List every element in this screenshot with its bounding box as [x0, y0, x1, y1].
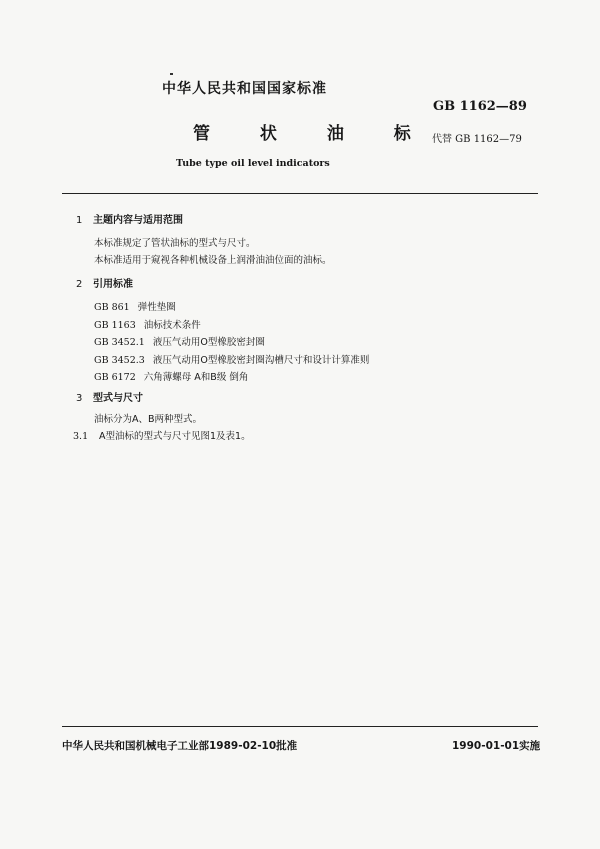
section-1-paragraph-1: 本标准规定了管状油标的型式与尺寸。	[94, 238, 256, 249]
reference-name: 液压气动用O型橡胶密封圈	[152, 337, 265, 348]
section-number: 3	[76, 393, 83, 404]
replaces-standard: 代替 GB 1162—79	[432, 134, 522, 145]
footer-divider	[62, 726, 538, 727]
section-number: 1	[76, 215, 83, 226]
approval-line: 中华人民共和国机械电子工业部1989-02-10批准	[62, 740, 298, 752]
page-title: 管 状 油 标	[193, 124, 433, 144]
reference-item	[94, 334, 369, 352]
section-title: 引用标准	[93, 279, 133, 290]
implementation-date: 1990-01-01实施	[452, 740, 541, 752]
reference-item	[94, 352, 369, 370]
national-standard-heading: 中华人民共和国国家标准	[162, 81, 327, 97]
reference-code: GB 6172	[94, 372, 136, 383]
reference-name: 六角薄螺母 A和B级 倒角	[143, 372, 249, 383]
reference-name: 弹性垫圈	[137, 302, 176, 313]
section-2-heading	[76, 275, 133, 290]
reference-name: 液压气动用O型橡胶密封圈沟槽尺寸和设计计算准则	[152, 354, 370, 366]
subsection-text: A型油标的型式与尺寸见图1及表1。	[99, 431, 251, 442]
section-3-paragraph: 油标分为A、B两种型式。	[94, 414, 203, 425]
header-divider	[62, 193, 538, 194]
reference-list	[94, 299, 369, 387]
subsection-3-1	[73, 428, 251, 442]
section-number: 2	[76, 279, 83, 290]
reference-code: GB 861	[94, 302, 130, 313]
reference-code: GB 3452.3	[94, 354, 145, 366]
section-title: 型式与尺寸	[93, 393, 143, 404]
reference-item	[94, 299, 369, 317]
section-title: 主题内容与适用范围	[93, 215, 183, 226]
reference-item	[94, 317, 369, 335]
reference-item	[94, 369, 369, 387]
section-3-heading	[76, 389, 143, 404]
reference-code: GB 1163	[94, 319, 136, 331]
scan-speck	[170, 73, 173, 75]
english-title: Tube type oil level indicators	[176, 158, 330, 169]
section-1-paragraph-2: 本标准适用于窥视各种机械设备上润滑油油位面的油标。	[94, 255, 332, 266]
reference-name: 油标技术条件	[143, 319, 201, 331]
section-1-heading	[76, 211, 183, 226]
subsection-number: 3.1	[73, 431, 89, 442]
standard-number: GB 1162—89	[433, 99, 527, 114]
reference-code: GB 3452.1	[94, 337, 145, 348]
